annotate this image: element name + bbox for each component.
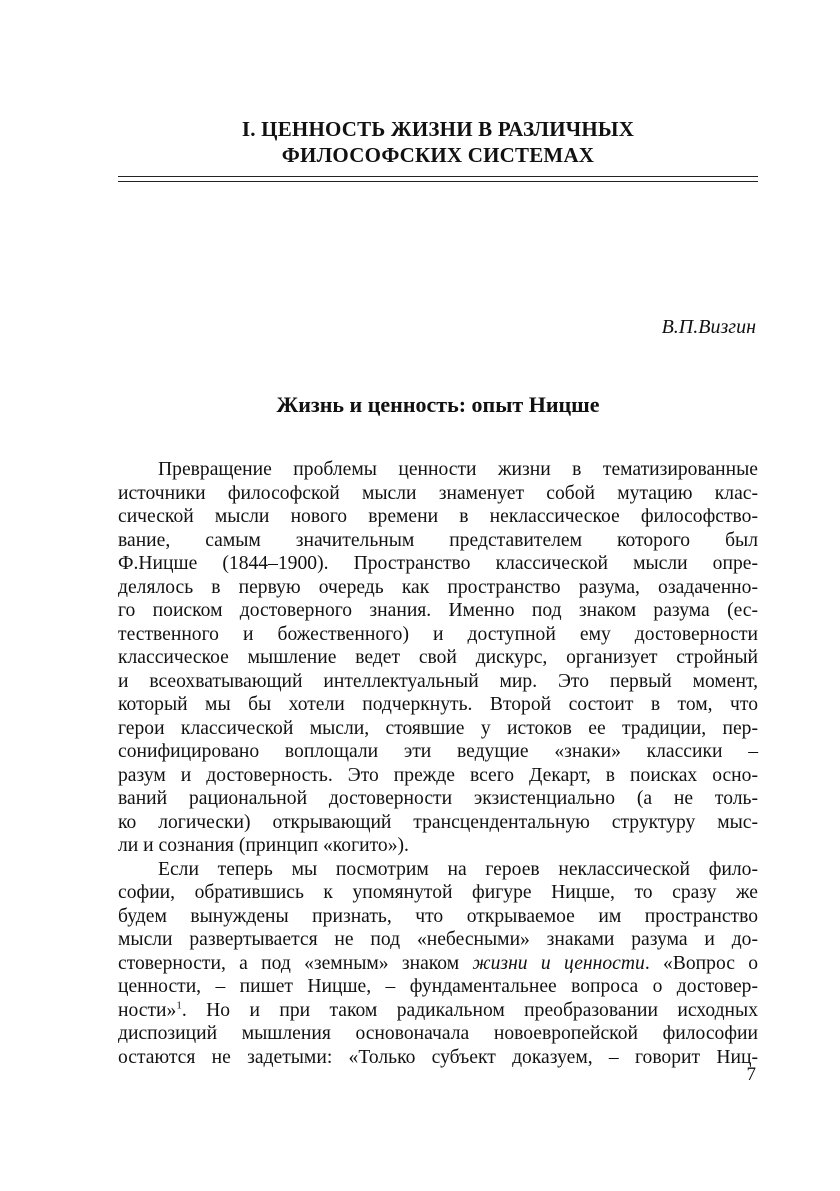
chapter-title-line-2: ФИЛОСОФСКИХ СИСТЕМАХ: [281, 143, 595, 167]
paragraph-2-line: [118, 952, 758, 976]
paragraph-1-line: герои классической мысли, стоявшие у истоков ее традиции, пер-: [118, 717, 758, 739]
paragraph-1-line: делялось в первую очередь как пространство разума, озадаченно-: [118, 576, 758, 598]
paragraph-1-line: сической мысли нового времени в неклассическое философство-: [118, 506, 758, 527]
author-name: В.П.Визгин: [661, 316, 756, 338]
paragraph-2-line: софии, обратившись к упомянутой фигуре Ницше, то сразу же: [118, 882, 758, 903]
line-text: ности»: [118, 999, 177, 1021]
paragraph-2-line: ценности, – пишет Ницше, – фундаментальнее вопроса о достовер-: [118, 976, 758, 997]
paragraph-1-line: Ф.Ницше (1844–1900). Пространство классической мысли опре-: [118, 553, 758, 574]
paragraph-1-line: вание, самым значительным представителем которого был: [118, 529, 758, 551]
paragraph-2: [118, 858, 758, 1070]
paragraph-1-line: ко логически) открывающий трансцендентальную структуру мыс-: [118, 811, 758, 833]
chapter-rule-bottom: [118, 181, 758, 182]
paragraph-1-line: классическое мышление ведет свой дискурс, организует стройный: [118, 647, 758, 668]
paragraph-1-line: который мы бы хотели подчеркнуть. Второй состоит в том, что: [118, 694, 758, 715]
paragraph-1-line: ли и сознания (принцип «когито»).: [118, 835, 409, 856]
italic-emphasis: жизни и ценности: [472, 952, 645, 974]
line-text: . Но и при таком радикальном преобразовании исходных: [181, 999, 758, 1021]
paragraph-1-line: сонифицировано воплощали эти ведущие «знаки» классики –: [118, 741, 758, 762]
paragraph-1-line: тественного и божественного) и доступной ему достоверности: [118, 623, 758, 645]
paragraph-2-line: диспозиций мышления основоначала новоевропейской философии: [118, 1023, 758, 1044]
paragraph-2-line: будем вынуждены признать, что открываемое им пространство: [118, 905, 758, 927]
paragraph-2-line: остаются не задетыми: «Только субъект доказуем, – говорит Ниц-: [118, 1046, 758, 1068]
line-text: стоверности, а под «земным» знаком: [118, 952, 473, 974]
article-title: Жизнь и ценность: опыт Ницше: [276, 392, 600, 417]
paragraph-1: [118, 458, 758, 858]
paragraph-2-line: Если теперь мы посмотрим на героев неклассической фило-: [158, 858, 758, 880]
line-text: . «Вопрос о: [644, 952, 759, 974]
chapter-title-line-1: I. ЦЕННОСТЬ ЖИЗНИ В РАЗЛИЧНЫХ: [241, 117, 635, 141]
paragraph-2-line: [118, 999, 758, 1023]
paragraph-1-line: разум и достоверность. Это прежде всего Декарт, в поисках осно-: [118, 764, 758, 786]
page-number: 7: [746, 1064, 756, 1085]
paragraph-2-line: мысли развертывается не под «небесными» знаками разума и до-: [118, 929, 758, 950]
paragraph-1-line: источники философской мысли знаменует собой мутацию клас-: [118, 482, 758, 504]
body-text: [118, 458, 758, 1069]
paragraph-1-line: ваний рациональной достоверности экзистенциально (а не толь-: [118, 788, 758, 809]
chapter-rule-top: [118, 176, 758, 177]
paragraph-1-line: Превращение проблемы ценности жизни в тематизированные: [158, 459, 758, 480]
paragraph-1-line: го поиском достоверного знания. Именно под знаком разума (ес-: [118, 600, 758, 621]
paragraph-1-line: и всеохватывающий интеллектуальный мир. Это первый момент,: [118, 670, 758, 692]
footnote-ref-1[interactable]: 1: [176, 998, 182, 1011]
chapter-title: [118, 116, 758, 168]
